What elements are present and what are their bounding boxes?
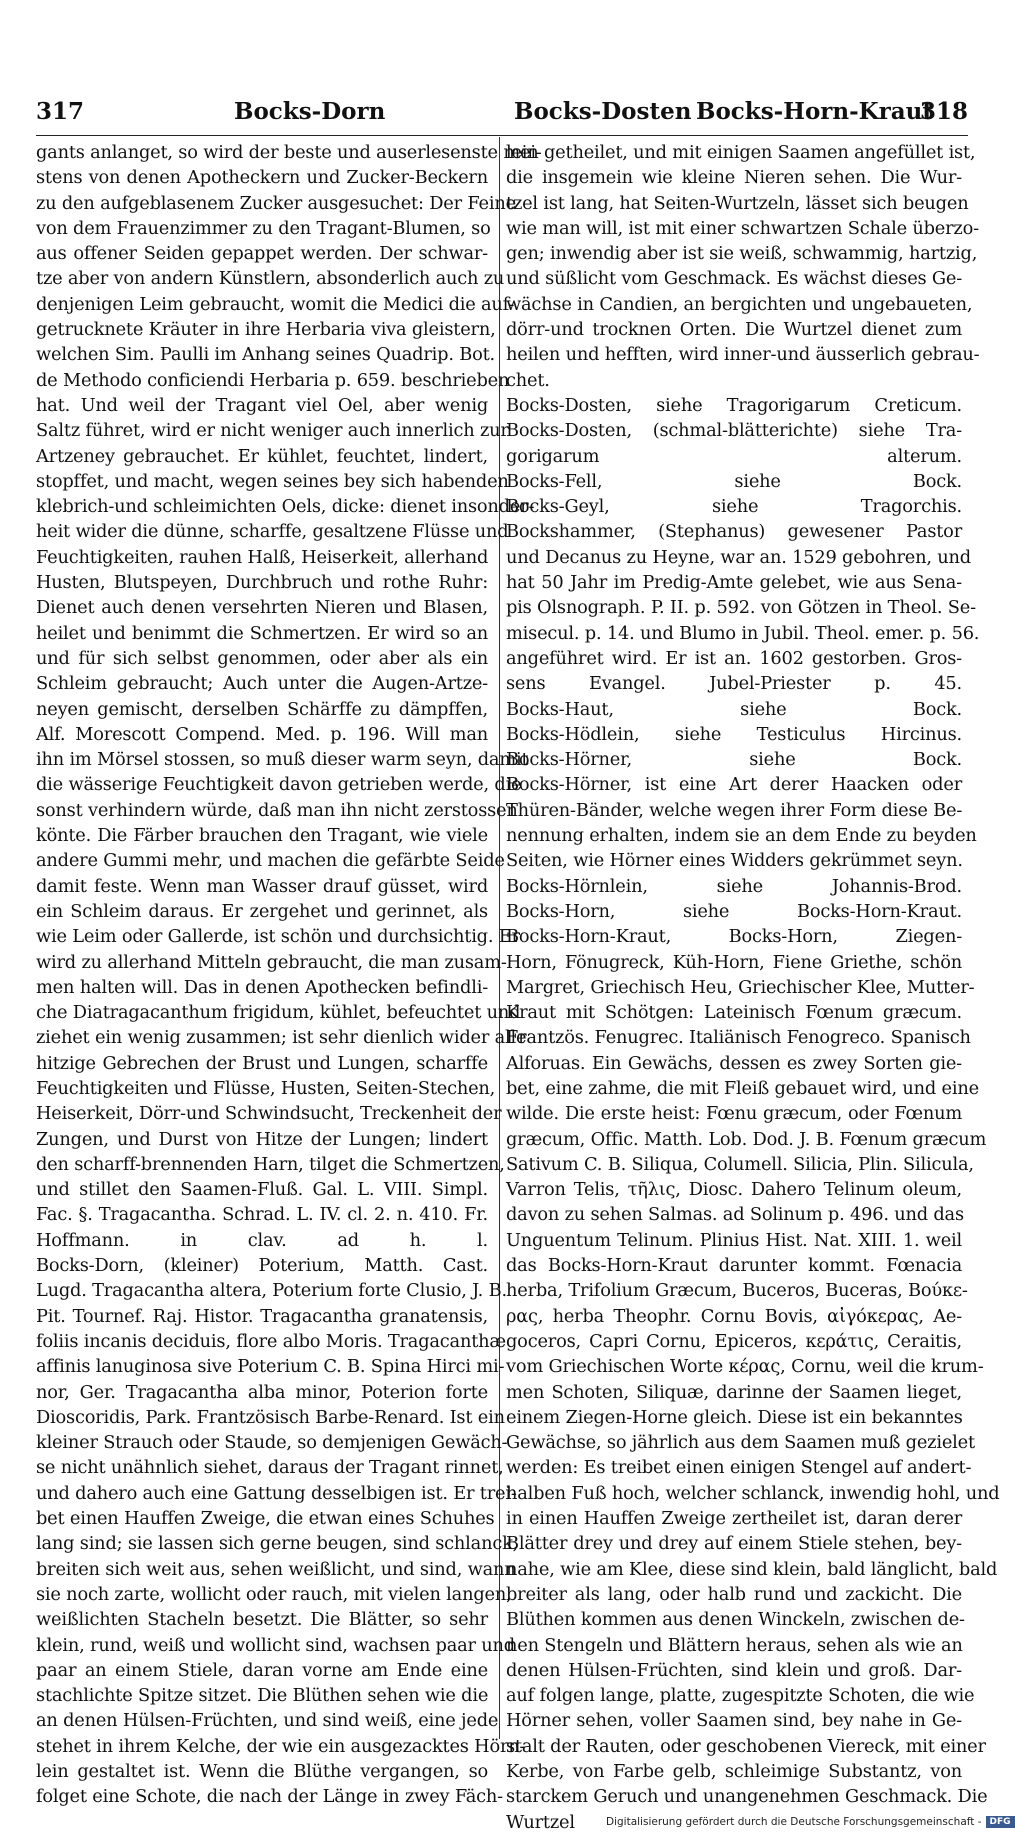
text-line: vom Griechischen Worte κέρας, Cornu, weil die krum- xyxy=(506,1356,984,1378)
text-line: Bocks-Dosten, siehe Tragorigarum Creticum. xyxy=(506,394,962,416)
text-line: Bocks-Hörner, siehe Bock. xyxy=(506,749,962,771)
text-line: Lugd. Tragacantha altera, Poterium forte Clusio, J. B. xyxy=(36,1280,507,1302)
text-line: heit wider die dünne, scharffe, gesaltzene Flüsse und xyxy=(36,521,509,543)
text-line: den scharff-brennenden Harn, tilget die Schmertzen, xyxy=(36,1153,505,1175)
text-line: weißlichten Stacheln besetzt. Die Blätter, so sehr xyxy=(36,1609,488,1631)
text-line: Hoffmann. in clav. ad h. l. xyxy=(36,1229,488,1251)
text-line: aus offener Seiden gepappet werden. Der schwar- xyxy=(36,243,488,265)
text-line: sens Evangel. Jubel-Priester p. 45. xyxy=(506,673,962,695)
text-line: nennung erhalten, indem sie an dem Ende zu beyden xyxy=(506,825,977,847)
text-line: wird zu allerhand Mitteln gebraucht, die man zusam- xyxy=(36,951,507,973)
text-line: gen; inwendig aber ist sie weiß, schwammig, hartzig, xyxy=(506,243,978,265)
text-line: lang sind; sie lassen sich gerne beugen, sind schlanck, xyxy=(36,1533,519,1555)
credit-text: Digitalisierung gefördert durch die Deutsche Forschungsgemeinschaft - xyxy=(606,1816,982,1828)
text-line: Bocks-Hörner, ist eine Art derer Haacken oder xyxy=(506,774,962,796)
text-line: Heiserkeit, Dörr-und Schwindsucht, Treckenheit der xyxy=(36,1103,502,1125)
text-line: dörr-und trocknen Orten. Die Wurtzel dienet zum xyxy=(506,319,962,341)
text-line: Bocks-Dosten, (schmal-blätterichte) siehe Tra- xyxy=(506,420,962,442)
text-line: Dienet auch denen versehrten Nieren und Blasen, xyxy=(36,597,488,619)
text-line: men Schoten, Siliquæ, darinne der Saamen lieget, xyxy=(506,1381,962,1403)
text-line: Sativum C. B. Siliqua, Columell. Silicia, Plin. Silicula, xyxy=(506,1153,974,1175)
text-line: in einen Hauffen Zweige zertheilet ist, daran derer xyxy=(506,1508,962,1530)
text-line: Seiten, wie Hörner eines Widders gekrümmet seyn. xyxy=(506,850,963,872)
text-line: die insgemein wie kleine Nieren sehen. Die Wur- xyxy=(506,167,962,189)
text-line: und dahero auch eine Gattung desselbigen ist. Er trei- xyxy=(36,1482,517,1504)
left-column xyxy=(36,140,542,1810)
text-line: heilet und benimmt die Schmertzen. Er wird so an xyxy=(36,622,488,644)
text-line: und für sich selbst genommen, oder aber als ein xyxy=(36,647,488,669)
text-line: bet, eine zahme, die mit Fleiß gebauet wird, und eine xyxy=(506,1077,979,1099)
text-line: und süßlicht vom Geschmack. Es wächst dieses Ge- xyxy=(506,268,963,290)
text-line: damit feste. Wenn man Wasser drauf güsset, wird xyxy=(36,875,488,897)
text-line: Feuchtigkeiten und Flüsse, Husten, Seiten-Stechen, xyxy=(36,1077,496,1099)
text-line: Unguentum Telinum. Plinius Hist. Nat. XIII. 1. weil xyxy=(506,1229,962,1251)
text-line: pis Olsnograph. P. II. p. 592. von Götzen in Theol. Se- xyxy=(506,597,976,619)
text-line: goceros, Capri Cornu, Epiceros, κεράτις, Ceraitis, xyxy=(506,1330,962,1352)
text-line: misecul. p. 14. und Blumo in Jubil. Theol. emer. p. 56. xyxy=(506,622,980,644)
text-line: nor, Ger. Tragacantha alba minor, Poterion forte xyxy=(36,1381,488,1403)
text-line: Kerbe, von Farbe gelb, schleimige Substantz, von xyxy=(506,1761,962,1782)
text-line: stopffet, und macht, wegen seines bey sich habenden xyxy=(36,470,509,492)
text-line: Saltz führet, wird er nicht weniger auch innerlich zur xyxy=(36,420,509,442)
text-line: wie man will, ist mit einer schwartzen Schale überzo- xyxy=(506,217,979,239)
text-line: herba, Trifolium Græcum, Buceros, Buceras, Βούκε- xyxy=(506,1280,968,1302)
text-line: Husten, Blutspeyen, Durchbruch und rothe Ruhr: xyxy=(36,572,488,594)
text-line: das Bocks-Horn-Kraut darunter kommt. Fœnacia xyxy=(506,1255,962,1277)
text-line: ihn im Mörsel stossen, so muß dieser warm seyn, damit xyxy=(36,749,529,771)
text-line: Kraut mit Schötgen: Lateinisch Fœnum græcum. xyxy=(506,1002,962,1024)
text-line: klein, rund, weiß und wollicht sind, wachsen paar und xyxy=(36,1634,515,1656)
text-line: ein Schleim daraus. Er zergehet und gerinnet, als xyxy=(36,900,488,922)
dfg-logo: DFG xyxy=(986,1816,1015,1828)
text-line: men halten will. Das in denen Apothecken befindli- xyxy=(36,976,488,998)
text-line: foliis incanis deciduis, flore albo Moris. Tragacanthæ xyxy=(36,1330,506,1352)
text-line: gorigarum alterum. xyxy=(506,445,962,467)
text-line: Bocks-Dorn, (kleiner) Poterium, Matth. Cast. xyxy=(36,1255,488,1277)
text-line: auf folgen lange, platte, zugespitzte Schoten, die wie xyxy=(506,1685,975,1707)
text-line: Bocks-Horn, siehe Bocks-Horn-Kraut. xyxy=(506,900,962,922)
text-line: wilde. Die erste heist: Fœnu græcum, oder Fœnum xyxy=(506,1103,962,1125)
running-header xyxy=(36,98,968,132)
text-line: Bocks-Hödlein, siehe Testiculus Hircinus. xyxy=(506,723,962,745)
text-line: stens von denen Apotheckern und Zucker-Beckern xyxy=(36,167,488,189)
text-line: Blätter drey und drey auf einem Stiele stehen, bey- xyxy=(506,1533,962,1555)
text-line: könte. Die Färber brauchen den Tragant, wie viele xyxy=(36,825,488,847)
text-line: stalt der Rauten, oder geschobenen Viereck, mit einer xyxy=(506,1735,986,1757)
text-line: Bocks-Haut, siehe Bock. xyxy=(506,698,962,720)
text-line: Bocks-Hörnlein, siehe Johannis-Brod. xyxy=(506,875,962,897)
text-line: stehet in ihrem Kelche, der wie ein ausgezacktes Hörn- xyxy=(36,1735,526,1757)
digitization-credit xyxy=(606,1816,1015,1828)
text-line: und Decanus zu Heyne, war an. 1529 gebohren, und xyxy=(506,546,971,568)
text-line: an denen Hülsen-Früchten, und sind weiß, eine jede xyxy=(36,1710,499,1732)
text-line: tze aber von andern Künstlern, absonderlich auch zu xyxy=(36,268,505,290)
text-line: Dioscoridis, Park. Frantzösisch Barbe-Renard. Ist ein xyxy=(36,1406,505,1428)
text-line: getrucknete Kräuter in ihre Herbaria viva gleistern, xyxy=(36,319,496,341)
text-line: nen Stengeln und Blättern heraus, sehen als wie an xyxy=(506,1634,963,1656)
text-line: lein gestaltet ist. Wenn die Blüthe vergangen, so xyxy=(36,1761,488,1782)
page-number-left: 317 xyxy=(36,98,85,125)
text-line: Gewächse, so jährlich aus dem Saamen muß gezielet xyxy=(506,1432,975,1454)
text-line: sonst verhindern würde, daß man ihn nicht zerstossen xyxy=(36,799,518,821)
text-line: ρας, herba Theophr. Cornu Bovis, αἰγόκερας, Ae- xyxy=(506,1305,962,1327)
text-line: neyen gemischt, derselben Schärffe zu dämpffen, xyxy=(36,698,488,720)
text-line: Bockshammer, (Stephanus) gewesener Pastor xyxy=(506,521,962,543)
text-line: denjenigen Leim gebraucht, womit die Medici die auf- xyxy=(36,293,515,315)
text-line: Pit. Tournef. Raj. Histor. Tragacantha granatensis, xyxy=(36,1305,488,1327)
text-line: denen Hülsen-Früchten, sind klein und groß. Dar- xyxy=(506,1659,962,1681)
header-title-right: Bocks-Horn-Kraut xyxy=(696,98,934,125)
text-line: Horn, Fönugreck, Küh-Horn, Fiene Griethe, schön xyxy=(506,951,962,973)
text-line: kleiner Strauch oder Staude, so demjenigen Gewäch- xyxy=(36,1432,508,1454)
text-line: sie noch zarte, wollicht oder rauch, mit vielen langen, xyxy=(36,1583,512,1605)
text-line: Bocks-Horn-Kraut, Bocks-Horn, Ziegen- xyxy=(506,926,962,948)
text-line: Wurtzel xyxy=(506,1811,575,1833)
text-line: halben Fuß hoch, welcher schlanck, inwendig hohl, und xyxy=(506,1482,1000,1504)
text-line: Zungen, und Durst von Hitze der Lungen; lindert xyxy=(36,1128,488,1150)
text-line: breiten sich weit aus, sehen weißlicht, und sind, wann xyxy=(36,1558,516,1580)
text-line: Thüren-Bänder, welche wegen ihrer Form diese Be- xyxy=(506,799,963,821)
text-line: chet. xyxy=(506,369,550,391)
text-line: angeführet wird. Er ist an. 1602 gestorben. Gros- xyxy=(506,647,962,669)
header-rule xyxy=(36,135,968,136)
text-line: stachlichte Spitze sitzet. Die Blüthen sehen wie die xyxy=(36,1685,489,1707)
text-line: einem Ziegen-Horne gleich. Diese ist ein bekanntes xyxy=(506,1406,963,1428)
text-line: Alf. Morescott Compend. Med. p. 196. Will man xyxy=(36,723,488,745)
header-title-middle: Bocks-Dosten xyxy=(514,98,692,125)
text-line: hitzige Gebrechen der Brust und Lungen, scharffe xyxy=(36,1052,488,1074)
text-line: klebrich-und schleimichten Oels, dicke: dienet insonder- xyxy=(36,496,535,518)
text-line: de Methodo conficiendi Herbaria p. 659. beschrieben xyxy=(36,369,510,391)
text-line: zu den aufgeblasenem Zucker ausgesuchet: Der Feine xyxy=(36,192,516,214)
text-line: die wässerige Feuchtigkeit davon getrieben werde, die xyxy=(36,774,522,796)
text-line: Bocks-Geyl, siehe Tragorchis. xyxy=(506,496,962,518)
text-line: Blüthen kommen aus denen Winckeln, zwischen de- xyxy=(506,1609,965,1631)
text-line: hat. Und weil der Tragant viel Oel, aber wenig xyxy=(36,394,488,416)
header-title-left: Bocks-Dorn xyxy=(234,98,386,125)
text-line: und stillet den Saamen-Fluß. Gal. L. VIII. Simpl. xyxy=(36,1179,488,1201)
text-line: Bocks-Fell, siehe Bock. xyxy=(506,470,962,492)
text-line: gants anlanget, so wird der beste und auserlesenste mei- xyxy=(36,142,542,163)
text-line: andere Gummi mehr, und machen die gefärbte Seide xyxy=(36,850,505,872)
text-line: affinis lanuginosa sive Poterium C. B. Spina Hirci mi- xyxy=(36,1356,505,1378)
text-line: breiter als lang, oder halb rund und zackicht. Die xyxy=(506,1583,962,1605)
text-line: tzel ist lang, hat Seiten-Wurtzeln, lässet sich beugen xyxy=(506,192,969,214)
text-line: ziehet ein wenig zusammen; ist sehr dienlich wider alle xyxy=(36,1027,527,1049)
text-line: græcum, Offic. Matth. Lob. Dod. J. B. Fœnum græcum xyxy=(506,1128,987,1150)
text-line: Varron Telis, τῆλις, Diosc. Dahero Telinum oleum, xyxy=(506,1179,962,1201)
text-line: Fac. §. Tragacantha. Schrad. L. IV. cl. 2. n. 410. Fr. xyxy=(36,1204,488,1226)
text-line: Schleim gebraucht; Auch unter die Augen-Artze- xyxy=(36,673,488,695)
text-line: nahe, wie am Klee, diese sind klein, bald länglicht, bald xyxy=(506,1558,998,1580)
text-line: Alforuas. Ein Gewächs, dessen es zwey Sorten gie- xyxy=(506,1052,962,1074)
text-line: welchen Sim. Paulli im Anhang seines Quadrip. Bot. xyxy=(36,344,496,366)
text-line: starckem Geruch und unangenehmen Geschmack. Die xyxy=(506,1786,988,1808)
text-line: von dem Frauenzimmer zu den Tragant-Blumen, so xyxy=(36,217,491,239)
text-line: wächse in Candien, an bergichten und ungebaueten, xyxy=(506,293,973,315)
text-line: heilen und hefften, wird inner-und äusserlich gebrau- xyxy=(506,344,980,366)
text-line: Artzeney gebrauchet. Er kühlet, feuchtet, lindert, xyxy=(36,445,488,467)
text-line: se nicht unähnlich siehet, daraus der Tragant rinnet, xyxy=(36,1457,504,1479)
text-line: Margret, Griechisch Heu, Griechischer Klee, Mutter- xyxy=(506,976,975,998)
text-line: paar an einem Stiele, daran vorne am Ende eine xyxy=(36,1659,488,1681)
text-line: folget eine Schote, die nach der Länge in zwey Fäch- xyxy=(36,1786,503,1808)
text-line: Feuchtigkeiten, rauhen Halß, Heiserkeit, allerhand xyxy=(36,546,489,568)
text-line: werden: Es treibet einen einigen Stengel auf andert- xyxy=(506,1457,972,1479)
text-line: che Diatragacanthum frigidum, kühlet, befeuchtet und xyxy=(36,1002,521,1024)
text-line: davon zu sehen Salmas. ad Solinum p. 496. und das xyxy=(506,1204,964,1226)
page-number-right: 318 xyxy=(919,98,968,125)
text-line: bet einen Hauffen Zweige, die etwan eines Schuhes xyxy=(36,1508,495,1530)
text-line: Frantzös. Fenugrec. Italiänisch Fenogreco. Spanisch xyxy=(506,1027,971,1049)
text-line: hat 50 Jahr im Predig-Amte gelebet, wie aus Sena- xyxy=(506,572,962,594)
text-line: lein getheilet, und mit einigen Saamen angefüllet ist, xyxy=(506,142,976,163)
text-line: wie Leim oder Gallerde, ist schön und durchsichtig. Er xyxy=(36,926,520,948)
text-line: Hörner sehen, voller Saamen sind, bey nahe in Ge- xyxy=(506,1710,962,1732)
